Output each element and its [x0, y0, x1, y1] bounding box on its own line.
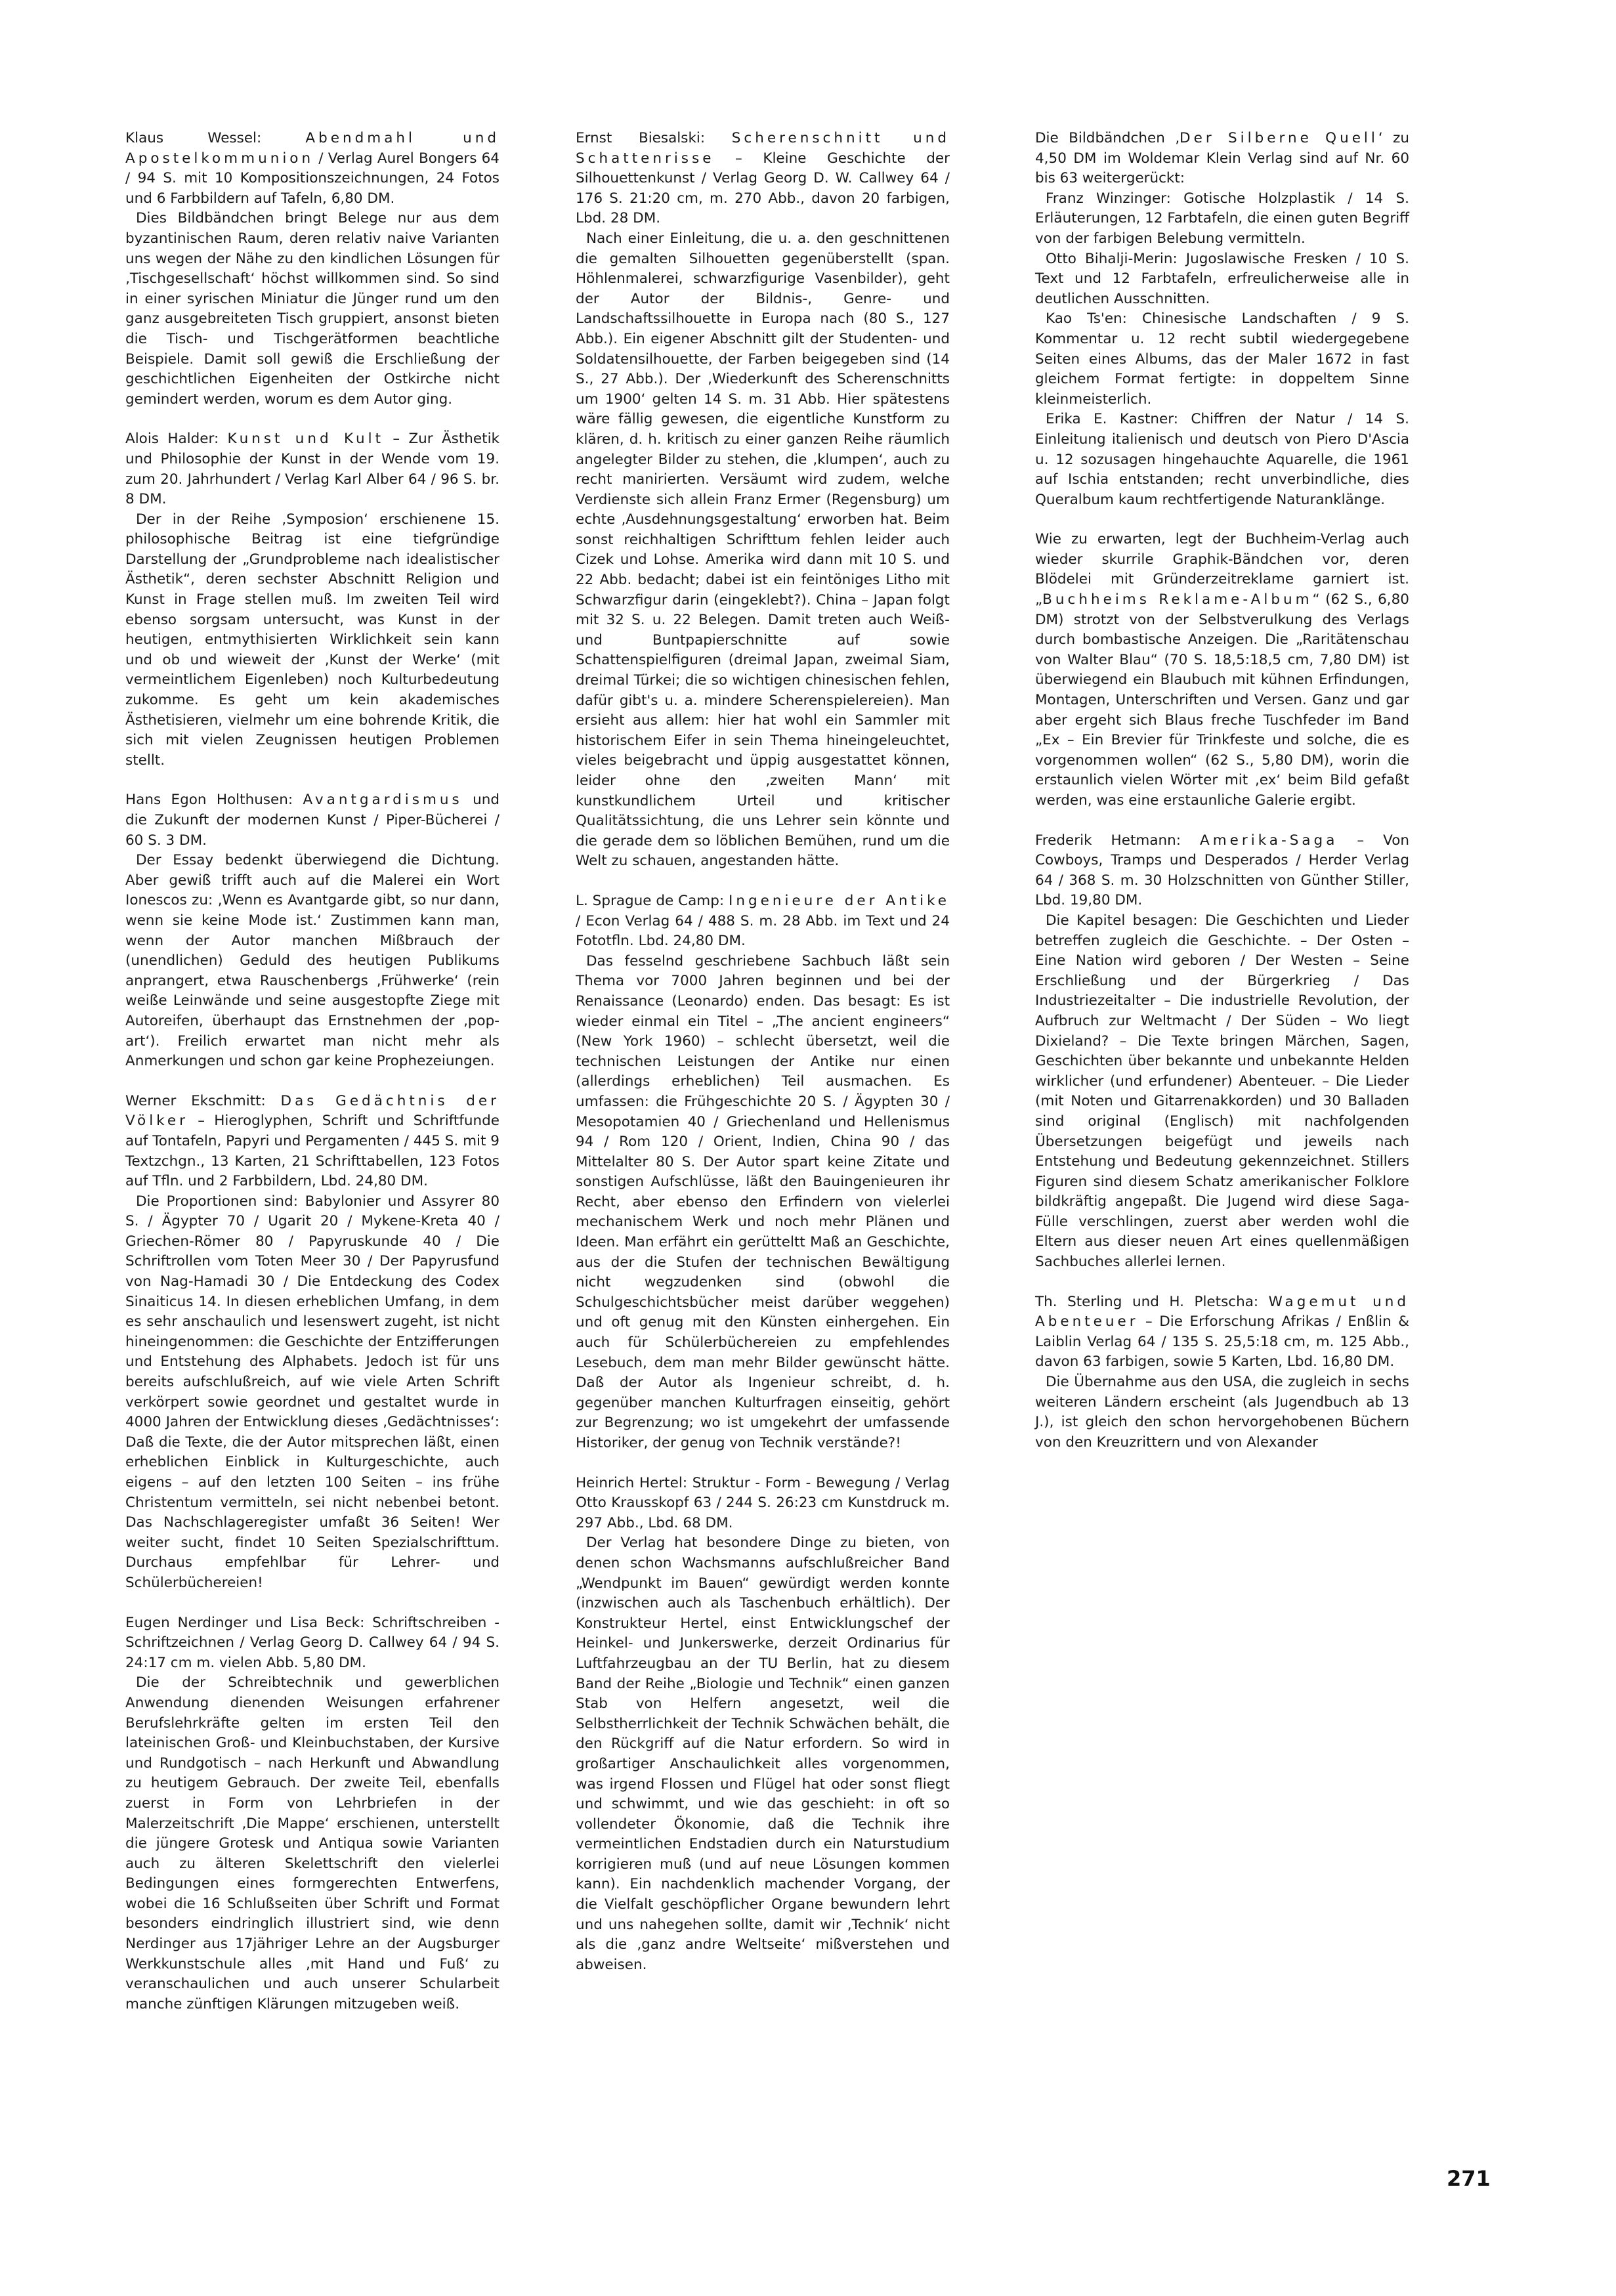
entry-publication: “ (62 S., 6,80 DM) strotzt von der Selbstverulkung des Verlags durch bombastische Anzeigen. Die „Raritätenschau von Walter Blau“ (70 S. 18,5:18,5 cm, 7,80 DM) ist überwiegend ein Blaubuch mit kühnen Erfindungen, Montagen, Unterschriften und Versen. Ganz und gar aber ergeht sich Blaus freche Tuschfeder im Band „Ex – Ein Brevier für Trinkfeste und solche, die es vorgenommen wollen“ (62 S., 5,80 DM), worin die erstaunlich vielen Wörter mit ‚ex‘ beim Bild gefaßt werden, was eine erstaunliche Galerie ergibt.: [1035, 591, 1409, 809]
entry-author: Eugen Nerdinger und Lisa Beck: Schriftschreiben - Schriftzeichnen / Verlag Georg D. Callwey 64 / 94 S. 24:17 cm m. vielen Abb. 5,80 DM.: [125, 1614, 500, 1671]
entry-publication: / Econ Verlag 64 / 488 S. m. 28 Abb. im Text und 24 Fototfln. Lbd. 24,80 DM.: [576, 912, 950, 950]
entry-author: Hans Egon Holthusen:: [125, 792, 303, 809]
entry-title: Kunst und Kult: [227, 431, 385, 448]
entry-header: [125, 429, 500, 509]
text-column-2: [576, 129, 950, 1995]
entry-title: Buchheims Reklame-Album: [1042, 591, 1313, 608]
entry-title: Scherenschnitt und Schattenrisse: [576, 130, 950, 167]
entry-header: [576, 1474, 950, 1534]
entry-author: L. Sprague de Camp:: [576, 892, 729, 909]
entry-header: [125, 1613, 500, 1674]
entry-author: Klaus Wessel:: [125, 130, 306, 146]
review-entry: [125, 429, 500, 771]
entry-author: Ernst Biesalski:: [576, 130, 732, 146]
entry-header: [1035, 530, 1409, 811]
review-paragraph: Kao Ts'en: Chinesische Landschaften / 9 S. Kommentar u. 12 recht subtil wiedergegebene Seiten eines Albums, das der Maler 1672 in fast gleichem Format fertigte: in doppeltem Sinne kleinmeisterlich.: [1035, 310, 1409, 408]
review-paragraph: Erika E. Kastner: Chiffren der Natur / 14 S. Einleitung italienisch und deutsch von Piero D'Ascia u. 12 sozusagen hingehauchte Aquarelle, die 1961 auf Ischia entstanden; recht unverbindliche, dies Queralbum kaum rechtfertigende Naturanklänge.: [1035, 411, 1409, 508]
entry-header: [125, 790, 500, 851]
entry-title: Avantgardismus: [303, 792, 463, 809]
review-paragraph: Die Proportionen sind: Babylonier und Assyrer 80 S. / Ägypter 70 / Ugarit 20 / Mykene-Kreta 40 / Griechen-Römer 80 / Papyruskunde 40 / Die Schriftrollen vom Toten Meer 30 / Der Papyrusfund von Nag-Hamadi 30 / Die Entdeckung des Codex Sinaiticus 14. In diesen erheblichen Umfang, in dem es sehr anschaulich und lesenswert zugeht, ist nicht hineingenommen: die Geschichte der Entzifferungen und Entstehung des Alphabets. Jedoch ist für uns bereits aufschlußreich, auf wie viele Arten Schrift verkörpert sowie geordnet und gestaltet wurde in 4000 Jahren der Entwicklung dieses ‚Gedächtnisses‘: Daß die Texte, die der Autor mitsprechen läßt, einen erheblichen Einblick in Kulturgeschichte, auch eigens – auf den letzten 100 Seiten – ins frühe Christentum vermitteln, sei nicht nebenbei betont. Das Nachschlageregister umfaßt 36 Seiten! Wer weiter sucht, findet 10 Seiten Spezialschrifttum. Durchaus empfehlbar für Lehrer- und Schülerbüchereien!: [125, 1193, 500, 1591]
entry-title: Abendmahl und Apostelkommunion: [125, 130, 500, 167]
review-entry: [1035, 129, 1409, 510]
review-paragraph: Der in der Reihe ‚Symposion‘ erschienene 15. philosophische Beitrag ist eine tiefgründige Darstellung der „Grundprobleme nach idealistischer Ästhetik“, deren sechster Abschnitt Religion und Kunst in Frage stellen muß. Im zweiten Teil wird ebenso sorgsam untersucht, was Kunst in der heutigen, entmythisierten Wirklichkeit sein kann und ob und wieweit der ‚Kunst der Werke‘ (mit vermeintlichem Eigenleben) noch Kulturbedeutung zukomme. Es geht um kein akademisches Ästhetisieren, vielmehr um eine bohrende Kritik, die sich mit vielen Zeugnissen heutigen Problemen stellt.: [125, 511, 500, 769]
review-paragraph: Die Übernahme aus den USA, die zugleich in sechs weiteren Ländern erscheint (als Jugendbuch ab 13 J.), ist gleich den schon hervorgehobenen Büchern von den Kreuzrittern und von Alexander: [1035, 1374, 1409, 1451]
review-paragraph: Das fesselnd geschriebene Sachbuch läßt sein Thema vor 7000 Jahren beginnen und bei der Renaissance (Leonardo) enden. Das besagt: Es ist wieder einmal ein Titel – „The ancient engineers“ (New York 1960) – schlecht übersetzt, weil die technischen Leistungen der Antike nur einen (allerdings erheblichen) Teil ausmachen. Es umfassen: die Frühgeschichte 20 S. / Ägypten 30 / Mesopotamien 40 / Griechenland und Hellenismus 94 / Rom 120 / Orient, Indien, China 90 / das Mittelalter 80 S. Der Autor spart keine Zitate und sonstigen Aufschlüsse, läßt den Bauingenieuren ihr Recht, aber ebenso den Erfindern von vielerlei mechanischem Werk und noch mehr Plänen und Ideen. Man erfährt ein gerütteltt Maß an Geschichte, aus der die Stufen der technischen Bewältigung nicht wegzudenken sind (obwohl die Schulgeschichtsbücher meist darüber weggehen) und oft genug mit den Künsten einhergehen. Ein auch für Schülerbüchereien zu empfehlendes Lesebuch, dem man mehr Bilder gewünscht hätte. Daß der Autor als Ingenieur schreibt, d. h. gegenüber manchen Kulturfragen einseitig, gehört zur Begrenzung; wo ist umgekehrt der umfassende Historiker, der genug von Technik verstände?!: [576, 952, 950, 1451]
review-paragraph: Nach einer Einleitung, die u. a. den geschnittenen die gemalten Silhouetten gegenüberstellt (span. Höhlenmalerei, schwarzfigurige Vasenbilder), geht der Autor der Bildnis-, Genre- und Landschaftssilhouette in Europa nach (80 S., 127 Abb.). Ein eigener Abschnitt gilt der Studenten- und Soldatensilhouette, der Farben beigegeben sind (14 S., 27 Abb.). Der ‚Wiederkunft des Scherenschnitts um 1900‘ gelten 14 S. m. 31 Abb. Hier spätestens wäre fällig gewesen, die eigentliche Kunstform zu klären, d. h. kritisch zu einer ganzen Reihe räumlich angelegter Bilder zu stehen, die ‚klumpen‘, auch zu recht manirierten. Versäumt wird zudem, welche Verdienste sich allein Franz Ermer (Regensburg) um echte ‚Ausdehnungsgestaltung‘ erworben hat. Beim sonst reichhaltigen Schrifttum fehlen leider auch Cizek und Lohse. Amerika wird dann mit 10 S. und 22 Abb. bedacht; dabei ist ein feintöniges Litho mit Schwarzfigur darin (eingeklebt?). China – Japan folgt mit 32 S. u. 22 Belegen. Damit treten auch Weiß- und Buntpapierschnitte auf sowie Schattenspielfiguren (dreimal Japan, zweimal Siam, dreimal Türkei; die so wichtigen chinesischen fehlen, dafür gibt's u. a. mindere Scherenspielereien). Man ersieht aus allem: hier hat wohl ein Sammler mit historischem Eifer in sein Thema hineingeleuchtet, vieles beigebracht und üppig ausgestattet können, leider ohne den ‚zweiten Mann‘ mit kunstkundlichem Urteil und kritischer Qualitätssichtung, die uns Lehrer sein könnte und die gerade dem so löblichen Bemühen, rund um die Welt zu schauen, angestanden hätte.: [576, 230, 950, 870]
review-paragraph: Dies Bildbändchen bringt Belege nur aus dem byzantinischen Raum, deren relativ naive Varianten uns wegen der Nähe zu den kindlichen Lösungen für ‚Tischgesellschaft‘ höchst willkommen sind. So sind in einer syrischen Miniatur die Jünger rund um den ganz ausgebreiteten Tisch gruppiert, ansonst bieten die Tisch- und Tischgerätformen beachtliche Beispiele. Damit soll gewiß die Erschließung der geschichtlichen Eigenheiten der Ostkirche nicht gemindert werden, worum es dem Autor ging.: [125, 210, 500, 408]
entry-header: [1035, 831, 1409, 911]
entry-publication: – Von Cowboys, Tramps und Desperados / Herder Verlag 64 / 368 S. m. 30 Holzschnitten von Günther Stiller, Lbd. 19,80 DM.: [1035, 832, 1409, 909]
review-entry: [576, 1474, 950, 1976]
review-entry: [576, 129, 950, 872]
page-number: 271: [1447, 2166, 1491, 2191]
entry-author: Die Bildbändchen ‚: [1035, 130, 1180, 146]
review-entry: [1035, 530, 1409, 811]
entry-header: [576, 129, 950, 229]
entry-author: Th. Sterling und H. Pletscha:: [1035, 1293, 1269, 1310]
text-column-1: [125, 129, 500, 2034]
review-entry: [576, 891, 950, 1454]
entry-author: Heinrich Hertel: Struktur - Form - Bewegung / Verlag Otto Krausskopf 63 / 244 S. 26:23 cm Kunstdruck m. 297 Abb., Lbd. 68 DM.: [576, 1474, 950, 1531]
entry-header: [125, 129, 500, 209]
entry-header: [576, 891, 950, 952]
entry-publication: / Verlag Aurel Bongers 64 / 94 S. mit 10 Kompositionszeichnungen, 24 Fotos und 6 Farbbildern auf Tafeln, 6,80 DM.: [125, 150, 500, 207]
entry-author: Werner Ekschmitt:: [125, 1092, 281, 1109]
review-entry: [1035, 831, 1409, 1273]
review-entry: [125, 129, 500, 410]
entry-publication: – Die Erforschung Afrikas / Enßlin & Laiblin Verlag 64 / 135 S. 25,5:18 cm, m. 125 Abb., davon 63 farbigen, sowie 5 Karten, Lbd. 16,80 DM.: [1035, 1313, 1409, 1371]
entry-publication: und die Zukunft der modernen Kunst / Piper-Bücherei / 60 S. 3 DM.: [125, 792, 500, 849]
review-paragraph: Die Kapitel besagen: Die Geschichten und Lieder betreffen zugleich die Geschichte. – Der Osten – Eine Nation wird geboren / Der Westen – Seine Erschließung und der Bürgerkrieg / Das Industriezeitalter – Die industrielle Revolution, der Aufbruch zur Weltmacht / Der Süden – Wo liegt Dixieland? – Die Texte bringen Märchen, Sagen, Geschichten über bekannte und unbekannte Helden wirklicher (und erfundener) Abenteuer. – Die Lieder (mit Noten und Gitarrenakkorden) und 30 Balladen sind original (Englisch) mit nachfolgenden Übersetzungen beigefügt und jeweils nach Entstehung und Bedeutung gekennzeichnet. Stillers Figuren sind diesem Schatz amerikanischer Folklore bildkräftig angepaßt. Die Jugend wird diese Saga-Fülle verschlingen, zuerst aber werden wohl die Eltern aus dieser neuen Art eines quellenmäßigen Sachbuches allerlei lernen.: [1035, 912, 1409, 1271]
entry-title: Wagemut und Abenteuer: [1035, 1293, 1409, 1330]
review-paragraph: Franz Winzinger: Gotische Holzplastik / 14 S. Erläuterungen, 12 Farbtafeln, die einen guten Begriff von der farbigen Belebung vermitteln.: [1035, 190, 1409, 247]
entry-publication: – Kleine Geschichte der Silhouettenkunst / Verlag Georg D. W. Callwey 64 / 176 S. 21:20 cm, m. 270 Abb., davon 20 farbigen, Lbd. 28 DM.: [576, 150, 950, 227]
entry-title: Das Gedächtnis der Völker: [125, 1092, 500, 1130]
review-entry: [125, 1092, 500, 1594]
review-entry: [125, 1613, 500, 2015]
review-entry: [1035, 1292, 1409, 1453]
entry-publication: – Zur Ästhetik und Philosophie der Kunst in der Wende vom 19. zum 20. Jahrhundert / Verlag Karl Alber 64 / 96 S. br. 8 DM.: [125, 431, 500, 508]
entry-header: [125, 1092, 500, 1192]
review-paragraph: Otto Bihalji-Merin: Jugoslawische Fresken / 10 S. Text und 12 Farbtafeln, erfreulicherweise alle in deutlichen Ausschnitten.: [1035, 250, 1409, 307]
text-column-3: [1035, 129, 1409, 1472]
review-paragraph: Der Essay bedenkt überwiegend die Dichtung. Aber gewiß trifft auch auf die Malerei ein Wort Ionescos zu: ‚Wenn es Avantgarde gibt, so nur dann, wenn sie keine Mode ist.‘ Zustimmen kann man, wenn der Autor manchen Mißbrauch der (unendlichen) Geduld des heutigen Publikums anprangert, etwa Rauschenbergs ‚Frühwerke‘ (rein weiße Leinwände und seine ausgestopfte Ziege mit Autoreifen, überhaupt das Ernstnehmen der ‚pop-art‘). Freilich erwartet man nicht mehr als Anmerkungen und schon gar keine Prophezeiungen.: [125, 852, 500, 1070]
entry-header: [1035, 1292, 1409, 1372]
entry-publication: – Hieroglyphen, Schrift und Schriftfunde auf Tontafeln, Papyri und Pergamenten / 445 S. mit 9 Textzchgn., 13 Karten, 21 Schrifttabellen, 123 Fotos auf Tfln. und 2 Farbbildern, Lbd. 24,80 DM.: [125, 1113, 500, 1190]
review-paragraph: Der Verlag hat besondere Dinge zu bieten, von denen schon Wachsmanns aufschlußreicher Band „Wendpunkt im Bauen“ gewürdigt werden konnte (inzwischen auch als Taschenbuch erhältlich). Der Konstrukteur Hertel, einst Entwicklungschef der Heinkel- und Junkerswerke, derzeit Ordinarius für Luftfahrzeugbau an der TU Berlin, hat zu diesem Band der Reihe „Biologie und Technik“ einen ganzen Stab von Helfern angesetzt, weil die Selbstherrlichkeit der Technik Schwächen behält, die den Rückgriff auf die Natur erfordern. So wird in großartiger Anschaulichkeit alles vorgenommen, was irgend Flossen und Flügel hat oder sonst fliegt und schwimmt, und wie das geschieht: in oft so vollendeter Ökonomie, daß die Technik ihre vermeintlichen Endstadien durch ein Naturstudium korrigieren muß (und auf neue Lösungen kommen kann). Ein nachdenklich machender Vorgang, der die Vielfalt geschöpflicher Organe bewundern lehrt und uns nahegehen sollte, damit wir ‚Technik‘ nicht als die ‚ganz andre Weltseite‘ mißverstehen und abweisen.: [576, 1535, 950, 1973]
entry-title: Der Silberne Quell: [1180, 130, 1378, 146]
entry-author: Wie zu erwarten, legt der Buchheim-Verlag auch wieder skurrile Graphik-Bändchen vor, deren Blödelei mit Gründerzeitreklame garniert ist. „: [1035, 531, 1409, 608]
entry-author: Frederik Hetmann:: [1035, 832, 1201, 849]
review-paragraph: Die der Schreibtechnik und gewerblichen Anwendung dienenden Weisungen erfahrener Berufslehrkräfte gelten im ersten Teil den lateinischen Groß- und Kleinbuchstaben, der Kursive und Rundgotisch – nach Herkunft und Abwandlung zu heutigem Gebrauch. Der zweite Teil, ebenfalls zuerst in Form von Lehrbriefen in der Malerzeitschrift ‚Die Mappe‘ erschienen, unterstellt die jüngere Grotesk und Antiqua sowie Varianten auch zu älteren Skelettschrift den vielerlei Bedingungen eines formgerechten Entwerfens, wobei die 16 Schlußseiten über Schrift und Format besonders eindringlich illustriert sind, wie denn Nerdinger aus 17jähriger Lehre an der Augsburger Werkkunstschule alles ‚mit Hand und Fuß‘ zu veranschaulichen und auch unserer Schularbeit manche zünftigen Klärungen mitzugeben weiß.: [125, 1674, 500, 2012]
entry-title: Ingenieure der Antike: [729, 892, 950, 909]
entry-author: Alois Halder:: [125, 431, 228, 448]
entry-title: Amerika-Saga: [1200, 832, 1338, 849]
entry-publication: ‘ zu 4,50 DM im Woldemar Klein Verlag sind auf Nr. 60 bis 63 weitergerückt:: [1035, 130, 1409, 187]
entry-header: [1035, 129, 1409, 189]
review-entry: [125, 790, 500, 1071]
